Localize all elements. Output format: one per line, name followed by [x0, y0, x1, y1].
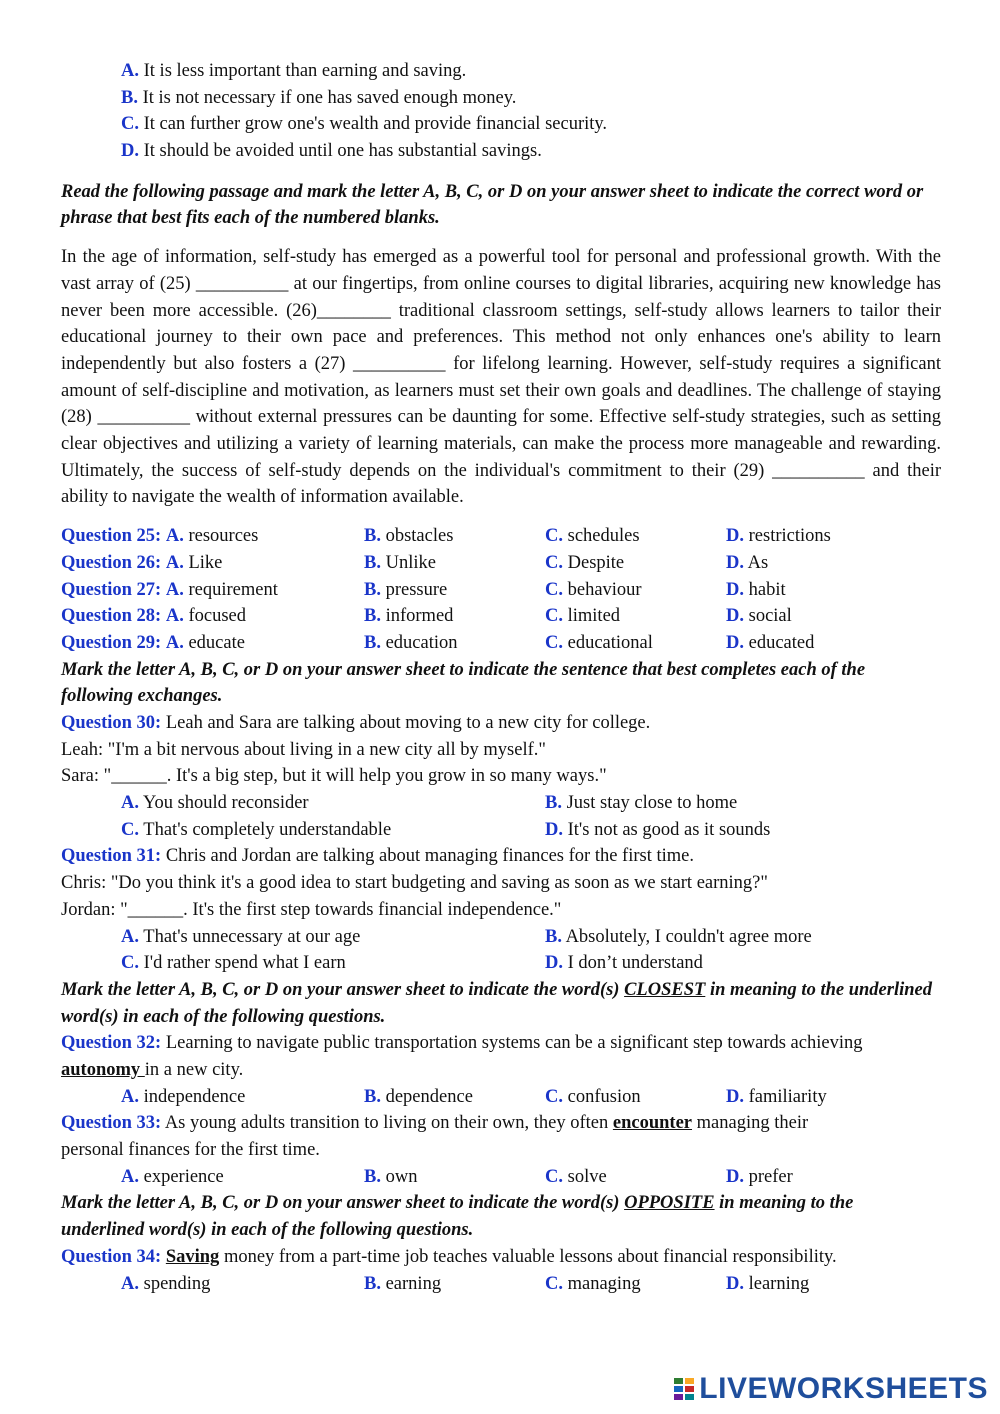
option-b[interactable]: B. dependence — [364, 1086, 473, 1107]
option-a[interactable]: Question 29: A. educate — [61, 632, 245, 653]
question-31-options-row2 — [61, 950, 941, 977]
option-d[interactable]: D. I don’t understand — [545, 953, 703, 974]
option-a[interactable]: A. It is less important than earning and saving. — [121, 61, 467, 81]
option-a[interactable]: Question 26: A. Like — [61, 552, 223, 573]
question-29 — [61, 630, 941, 657]
option-c[interactable]: C. confusion — [545, 1086, 641, 1107]
question-25 — [61, 523, 941, 550]
question-27 — [61, 577, 941, 604]
dialogue-line: Leah: "I'm a bit nervous about living in a new city all by myself." — [61, 739, 546, 760]
option-b[interactable]: B. Just stay close to home — [545, 793, 738, 814]
dialogue-line: Sara: "______. It's a big step, but it will help you grow in so many ways." — [61, 766, 607, 787]
dialogue-line: Chris: "Do you think it's a good idea to start budgeting and saving as soon as we start earning?" — [61, 873, 768, 894]
option-c[interactable]: C. solve — [545, 1166, 607, 1187]
option-c[interactable]: C. behaviour — [545, 579, 642, 600]
option-d[interactable]: D. It should be avoided until one has substantial savings. — [121, 141, 542, 162]
option-d[interactable]: D. habit — [726, 579, 786, 600]
option-c[interactable]: C. That's completely understandable — [121, 819, 392, 840]
option-c[interactable]: C. educational — [545, 632, 653, 653]
option-a[interactable]: A. spending — [121, 1273, 211, 1294]
option-b[interactable]: B. earning — [364, 1273, 442, 1294]
option-a[interactable]: A. You should reconsider — [121, 793, 309, 814]
question-30-options-row1 — [61, 790, 941, 817]
question-28 — [61, 603, 941, 630]
option-d[interactable]: D. As — [726, 552, 769, 573]
option-d[interactable]: D. familiarity — [726, 1086, 827, 1107]
option-a[interactable]: A. experience — [121, 1166, 224, 1187]
option-d[interactable]: D. learning — [726, 1273, 810, 1294]
question-31-options-row1 — [61, 924, 941, 951]
liveworksheets-logo — [673, 1372, 988, 1406]
closest-instruction: Mark the letter A, B, C, or D on your answer sheet to indicate the word(s) CLOSEST in meaning to the underlined word(s) in each of the following questions. — [61, 979, 932, 1027]
previous-question-options — [61, 58, 941, 165]
option-c[interactable]: C. It can further grow one's wealth and provide financial security. — [121, 114, 608, 135]
option-d[interactable]: D. It's not as good as it sounds — [545, 819, 771, 840]
option-b[interactable]: B. Absolutely, I couldn't agree more — [545, 926, 812, 947]
liveworksheets-icon — [673, 1376, 695, 1402]
worksheet-page — [61, 58, 941, 1297]
question-30-options-row2 — [61, 817, 941, 844]
option-b[interactable]: B. own — [364, 1166, 418, 1187]
opposite-instruction: Mark the letter A, B, C, or D on your answer sheet to indicate the word(s) OPPOSITE in meaning to the underlined word(s) in each of the following questions. — [61, 1193, 854, 1241]
spacer — [61, 511, 941, 523]
question-32-prompt-cont: autonomy in a new city. — [61, 1060, 244, 1080]
spacer — [61, 165, 941, 179]
question-34-prompt: Question 34: Saving money from a part-time job teaches valuable lessons about financial responsibility. — [61, 1246, 837, 1267]
logo-text: LIVEWORKSHEETS — [699, 1372, 988, 1405]
option-c[interactable]: C. Despite — [545, 552, 625, 573]
option-a[interactable]: Question 25: A. resources — [61, 526, 259, 547]
option-a[interactable]: Question 28: A. focused — [61, 606, 247, 627]
option-b[interactable]: B. informed — [364, 606, 454, 627]
option-b[interactable]: B. Unlike — [364, 552, 436, 573]
question-26 — [61, 550, 941, 577]
option-d[interactable]: D. restrictions — [726, 526, 831, 547]
question-34-options — [61, 1271, 941, 1298]
dialogue-line: Jordan: "______. It's the first step towards financial independence." — [61, 899, 562, 920]
question-31-prompt: Question 31: Chris and Jordan are talking about managing finances for the first time. — [61, 846, 694, 867]
option-b[interactable]: B. It is not necessary if one has saved enough money. — [121, 87, 517, 108]
spacer — [61, 232, 941, 244]
question-32-prompt: Question 32: Learning to navigate public transportation systems can be a significant step towards achieving — [61, 1033, 863, 1054]
question-33-options — [61, 1164, 941, 1191]
reading-passage: In the age of information, self-study has emerged as a powerful tool for personal and professional growth. With the vast array of (25) __________ at our fingertips, from online courses to digital libraries, acquiring new knowledge has never been more accessible. (26)________ traditional classroom settings, self-study allows learners to tailor their educational journey to their own pace and preferences. This method not only enhances one's ability to learn independently but also fosters a (27) __________ for lifelong learning. However, self-study requires a significant amount of self-discipline and motivation, as learners must set their own goals and deadlines. The challenge of staying (28) __________ without external pressures can be daunting for some. Effective self-study strategies, such as setting clear objectives and utilizing a variety of learning materials, can make the process more manageable and rewarding. Ultimately, the success of self-study depends on the individual's commitment to their (29) __________ and their ability to navigate the wealth of information available. — [61, 247, 941, 508]
passage-instruction: Read the following passage and mark the letter A, B, C, or D on your answer sheet to indicate the correct word or phrase that best fits each of the numbered blanks. — [61, 181, 924, 229]
option-b[interactable]: B. obstacles — [364, 526, 454, 547]
question-33-prompt: Question 33: As young adults transition to living on their own, they often encounter managing their — [61, 1113, 809, 1134]
option-c[interactable]: C. schedules — [545, 526, 640, 547]
option-b[interactable]: B. education — [364, 632, 458, 653]
option-c[interactable]: C. limited — [545, 606, 621, 627]
question-32-options — [61, 1084, 941, 1111]
question-33-prompt-cont: personal finances for the first time. — [61, 1140, 320, 1161]
option-d[interactable]: D. prefer — [726, 1166, 793, 1187]
option-a[interactable]: A. independence — [121, 1086, 246, 1107]
option-d[interactable]: D. social — [726, 606, 792, 627]
option-c[interactable]: C. I'd rather spend what I earn — [121, 953, 346, 974]
option-c[interactable]: C. managing — [545, 1273, 641, 1294]
option-d[interactable]: D. educated — [726, 632, 815, 653]
option-b[interactable]: B. pressure — [364, 579, 448, 600]
exchange-instruction: Mark the letter A, B, C, or D on your answer sheet to indicate the sentence that best completes each of the following exchanges. — [61, 659, 866, 707]
option-a[interactable]: Question 27: A. requirement — [61, 579, 278, 600]
cloze-questions — [61, 523, 941, 656]
question-30-prompt: Question 30: Leah and Sara are talking about moving to a new city for college. — [61, 713, 651, 734]
option-a[interactable]: A. That's unnecessary at our age — [121, 926, 361, 947]
